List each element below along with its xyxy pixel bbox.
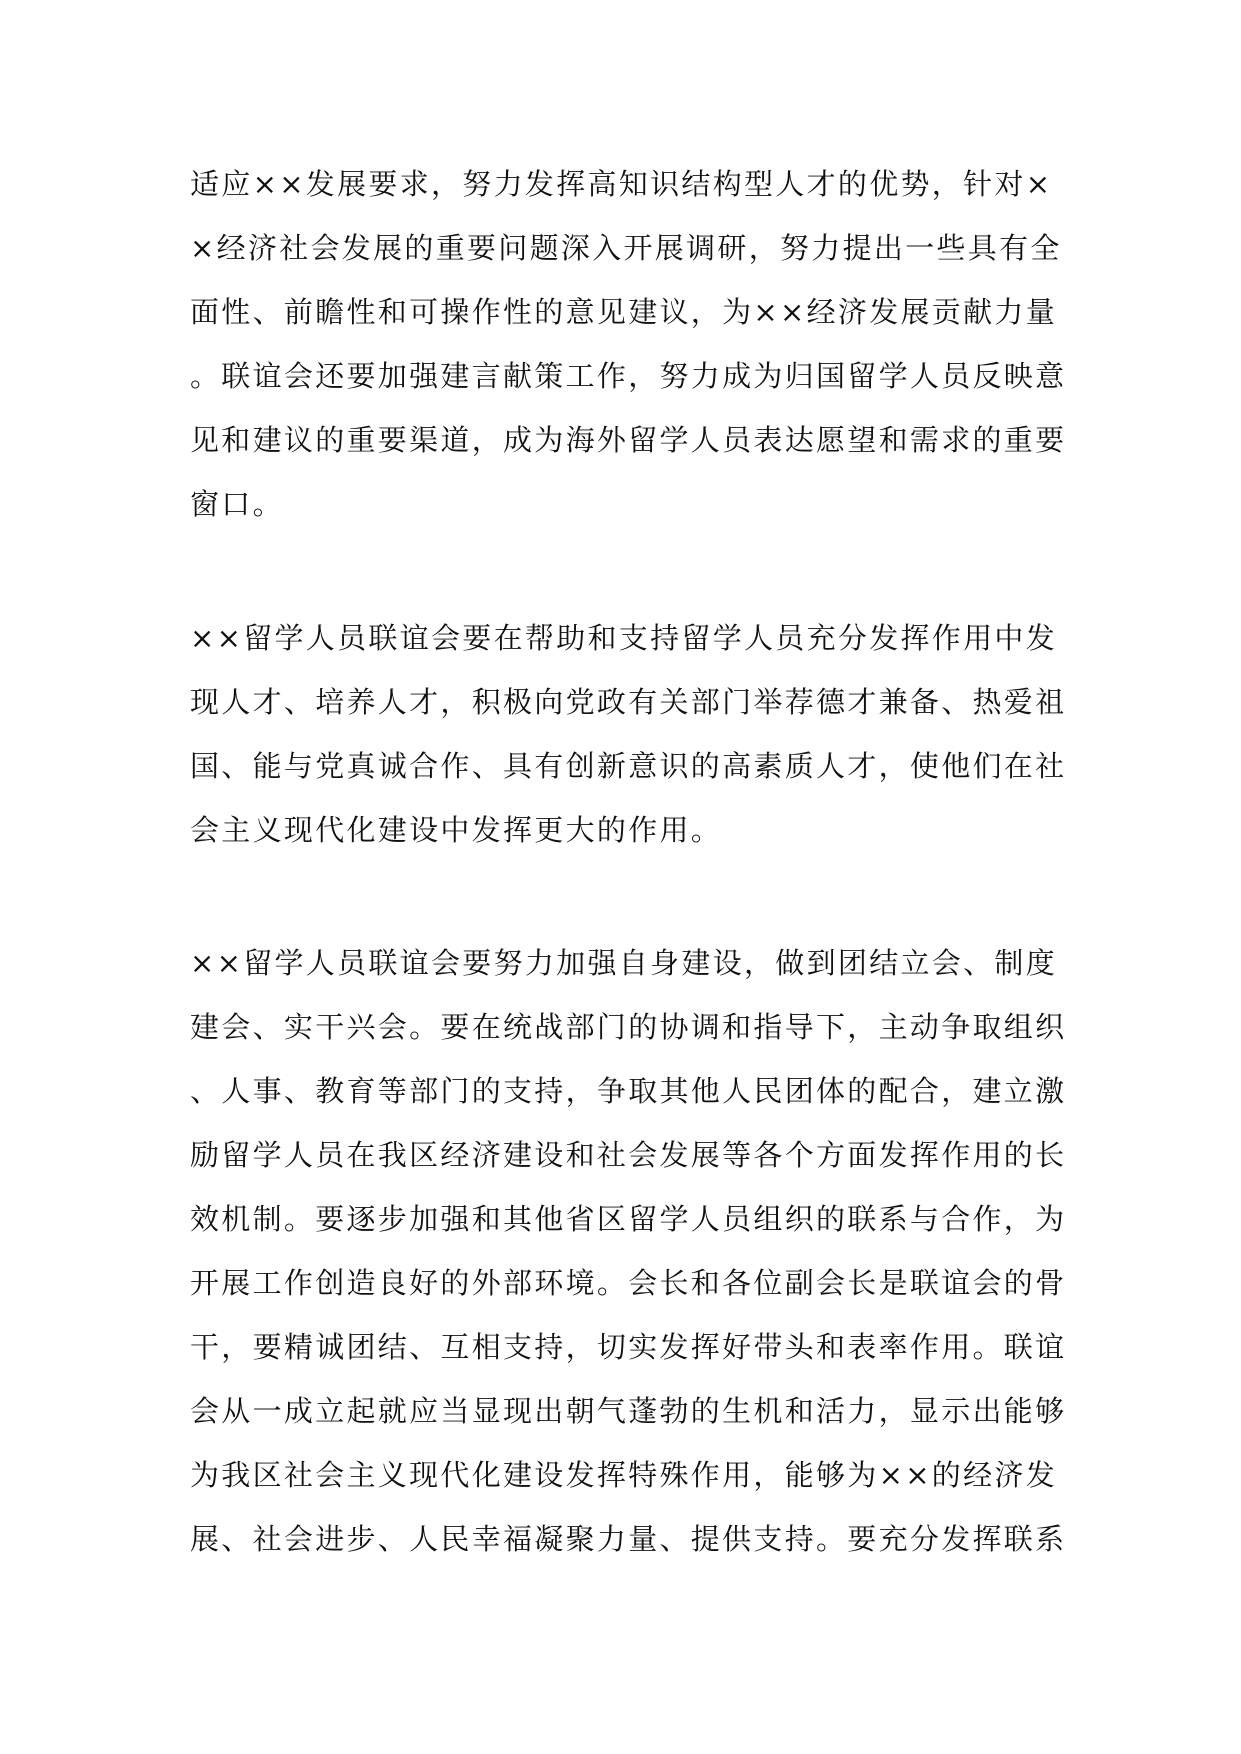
- paragraph-line: 干，要精诚团结、互相支持，切实发挥好带头和表率作用。联谊: [190, 1330, 1067, 1364]
- paragraph-line: ××留学人员联谊会要努力加强自身建设，做到团结立会、制度: [190, 946, 1057, 980]
- paragraph-line: 为我区社会主义现代化建设发挥特殊作用，能够为××的经济发: [190, 1458, 1057, 1492]
- paragraph-line: 会主义现代化建设中发挥更大的作用。: [190, 813, 723, 847]
- paragraph-line: 面性、前瞻性和可操作性的意见建议，为××经济发展贡献力量: [190, 295, 1057, 329]
- paragraph-line: 现人才、培养人才，积极向党政有关部门举荐德才兼备、热爱祖: [190, 685, 1067, 719]
- paragraph-line: ×经济社会发展的重要问题深入开展调研，努力提出一些具有全: [190, 231, 1062, 265]
- paragraph-line: 效机制。要逐步加强和其他省区留学人员组织的联系与合作，为: [190, 1202, 1067, 1236]
- paragraph-line: 适应××发展要求，努力发挥高知识结构型人才的优势，针对×: [190, 167, 1053, 201]
- paragraph-line: 展、社会进步、人民幸福凝聚力量、提供支持。要充分发挥联系: [190, 1522, 1067, 1556]
- paragraph-line: 励留学人员在我区经济建设和社会发展等各个方面发挥作用的长: [190, 1138, 1067, 1172]
- paragraph-line: 见和建议的重要渠道，成为海外留学人员表达愿望和需求的重要: [190, 423, 1067, 457]
- paragraph-line: 、人事、教育等部门的支持，争取其他人民团体的配合，建立激: [190, 1074, 1067, 1108]
- paragraph-line: 窗口。: [190, 487, 284, 521]
- paragraph-line: 开展工作创造良好的外部环境。会长和各位副会长是联谊会的骨: [190, 1266, 1067, 1300]
- paragraph-line: ××留学人员联谊会要在帮助和支持留学人员充分发挥作用中发: [190, 621, 1057, 655]
- paragraph-line: 国、能与党真诚合作、具有创新意识的高素质人才，使他们在社: [190, 749, 1067, 783]
- paragraph-line: 建会、实干兴会。要在统战部门的协调和指导下，主动争取组织: [190, 1010, 1067, 1044]
- paragraph-line: 会从一成立起就应当显现出朝气蓬勃的生机和活力，显示出能够: [190, 1394, 1067, 1428]
- paragraph-line: 。联谊会还要加强建言献策工作，努力成为归国留学人员反映意: [190, 359, 1067, 393]
